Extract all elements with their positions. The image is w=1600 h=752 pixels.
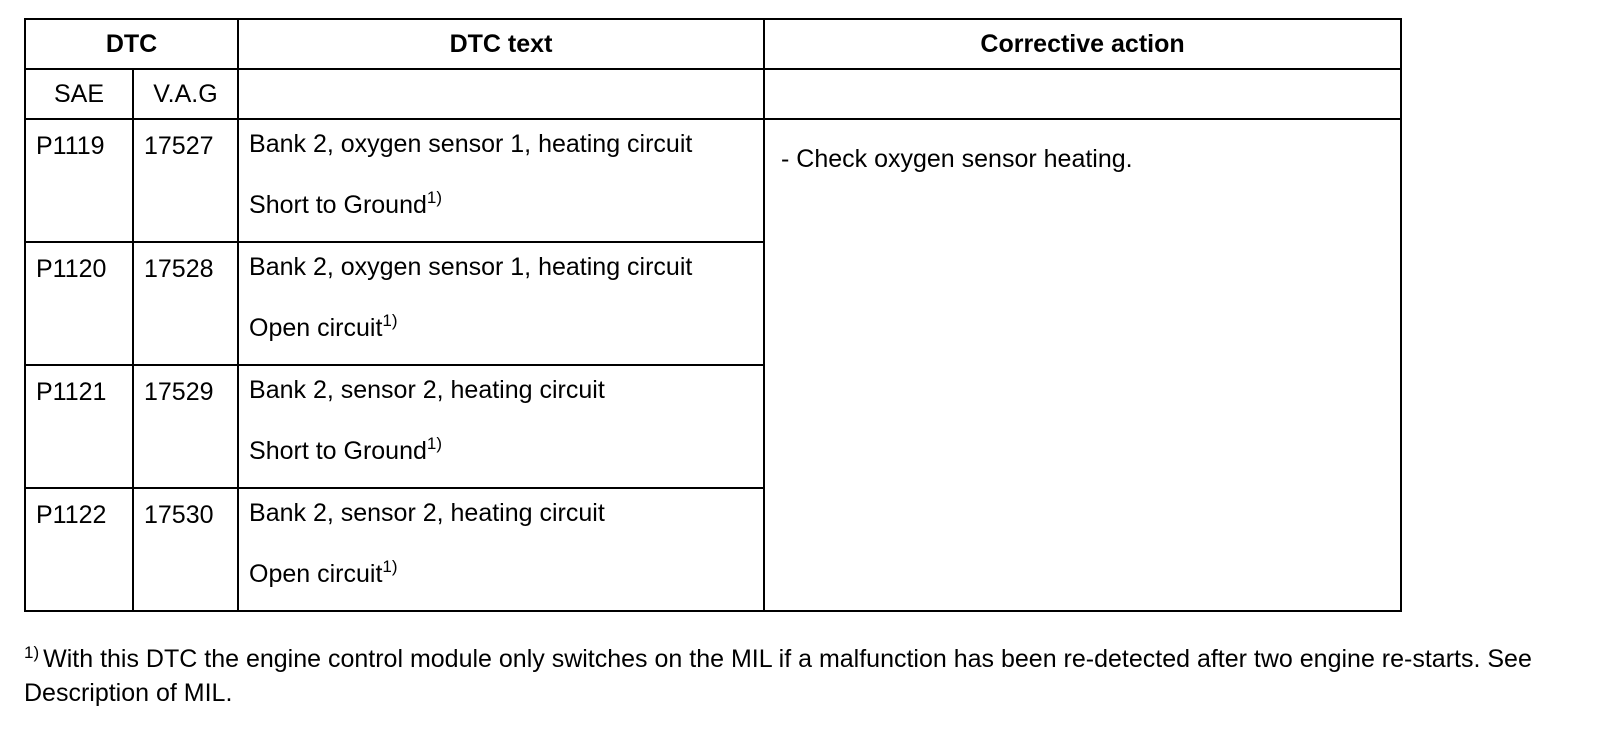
subheader-vag: V.A.G — [133, 69, 238, 119]
vag-code: 17529 — [133, 365, 238, 488]
sae-code: P1122 — [25, 488, 133, 611]
footnote-marker: 1) — [426, 434, 443, 453]
dtc-text-line: Bank 2, sensor 2, heating circuit — [249, 376, 605, 404]
subheader-empty — [764, 69, 1401, 119]
condition-text: Short to Ground — [249, 191, 427, 219]
corrective-action-cell: - Check oxygen sensor heating. — [764, 119, 1401, 611]
footnote-marker: 1) — [426, 188, 443, 207]
sae-code: P1120 — [25, 242, 133, 365]
vag-code: 17527 — [133, 119, 238, 242]
dtc-text-condition — [249, 313, 763, 343]
dtc-text-line: Bank 2, oxygen sensor 1, heating circuit — [249, 253, 693, 281]
header-dtc: DTC — [25, 19, 238, 69]
footnote-text: With this DTC the engine control module only switches on the MIL if a malfunction has been re-detected after two engine re-starts. — [43, 645, 1481, 673]
dtc-text-condition — [249, 559, 763, 589]
vag-code: 17528 — [133, 242, 238, 365]
condition-text: Short to Ground — [249, 437, 427, 465]
footnote-marker: 1) — [24, 643, 40, 662]
footnote-see: See — [1487, 645, 1532, 673]
condition-text: Open circuit — [249, 560, 383, 588]
dtc-text-line: Bank 2, oxygen sensor 1, heating circuit — [249, 130, 693, 158]
condition-text: Open circuit — [249, 314, 383, 342]
dtc-text-cell — [238, 365, 764, 488]
description-of-mil-link[interactable]: Description of MIL — [24, 679, 226, 707]
dtc-text-condition — [249, 436, 763, 466]
dtc-text-condition — [249, 190, 763, 220]
dtc-text-cell — [238, 242, 764, 365]
dtc-text-cell — [238, 119, 764, 242]
subheader-empty — [238, 69, 764, 119]
sae-code: P1121 — [25, 365, 133, 488]
table-header-row — [25, 19, 1401, 69]
table-subheader-row — [25, 69, 1401, 119]
footnote-marker: 1) — [382, 311, 398, 330]
footnote-end: . — [225, 679, 233, 707]
sae-code: P1119 — [25, 119, 133, 242]
dtc-text-line: Bank 2, sensor 2, heating circuit — [249, 499, 605, 527]
subheader-sae: SAE — [25, 69, 133, 119]
footnote — [24, 642, 1594, 710]
dtc-text-cell — [238, 488, 764, 611]
vag-code: 17530 — [133, 488, 238, 611]
header-dtc-text: DTC text — [238, 19, 764, 69]
table-row — [25, 119, 1401, 242]
footnote-marker: 1) — [382, 557, 398, 576]
dtc-table — [24, 18, 1402, 612]
header-corrective-action: Corrective action — [764, 19, 1401, 69]
